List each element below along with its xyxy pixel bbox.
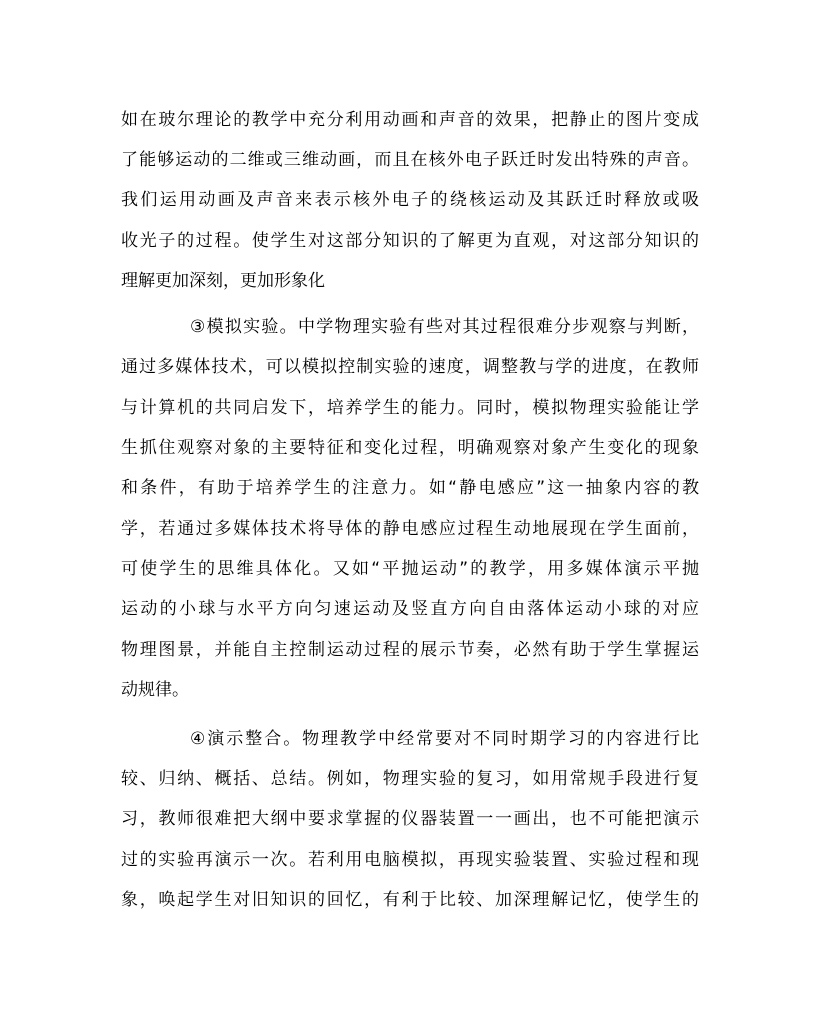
paragraph-2-line-5: 和条件，有助于培养学生的注意力。如“静电感应”这一抽象内容的教: [121, 478, 699, 498]
paragraph-1-line-2: 了能够运动的二维或三维动画，而且在核外电子跃迁时发出特殊的声音。: [121, 150, 699, 170]
paragraph-3-line-1: ④演示整合。物理教学中经常要对不同时期学习的内容进行比: [190, 729, 699, 749]
paragraph-3-line-5: 象，唤起学生对旧知识的回忆，有利于比较、加深理解记忆，使学生的: [121, 890, 699, 910]
paragraph-1-line-3: 我们运用动画及声音来表示核外电子的绕核运动及其跃迁时释放或吸: [121, 190, 699, 210]
paragraph-2-line-7: 可使学生的思维具体化。又如“平抛运动”的教学，用多媒体演示平抛: [121, 559, 699, 579]
paragraph-1-line-5: 理解更加深刻，更加形象化: [121, 271, 325, 291]
paragraph-2-line-10: 动规律。: [121, 680, 189, 700]
paragraph-2-line-9: 物理图景，并能自主控制运动过程的展示节奏，必然有助于学生掌握运: [121, 640, 699, 660]
paragraph-2-line-3: 与计算机的共同启发下，培养学生的能力。同时，模拟物理实验能让学: [121, 398, 699, 418]
paragraph-3-line-3: 习，教师很难把大纲中要求掌握的仪器装置一一画出，也不可能把演示: [121, 809, 699, 829]
paragraph-3-line-4: 过的实验再演示一次。若利用电脑模拟，再现实验装置、实验过程和现: [121, 850, 699, 870]
paragraph-1-line-1: 如在玻尔理论的教学中充分利用动画和声音的效果，把静止的图片变成: [121, 110, 699, 130]
paragraph-2-line-1: ③模拟实验。中学物理实验有些对其过程很难分步观察与判断，: [190, 317, 699, 337]
paragraph-3-line-2: 较、归纳、概括、总结。例如，物理实验的复习，如用常规手段进行复: [121, 769, 699, 789]
paragraph-2-line-8: 运动的小球与水平方向匀速运动及竖直方向自由落体运动小球的对应: [121, 599, 699, 619]
paragraph-2-line-2: 通过多媒体技术，可以模拟控制实验的速度，调整教与学的进度，在教师: [121, 357, 699, 377]
paragraph-2-line-6: 学，若通过多媒体技术将导体的静电感应过程生动地展现在学生面前，: [121, 519, 699, 539]
paragraph-2-line-4: 生抓住观察对象的主要特征和变化过程，明确观察对象产生变化的现象: [121, 438, 699, 458]
paragraph-1-line-4: 收光子的过程。使学生对这部分知识的了解更为直观，对这部分知识的: [121, 231, 699, 251]
